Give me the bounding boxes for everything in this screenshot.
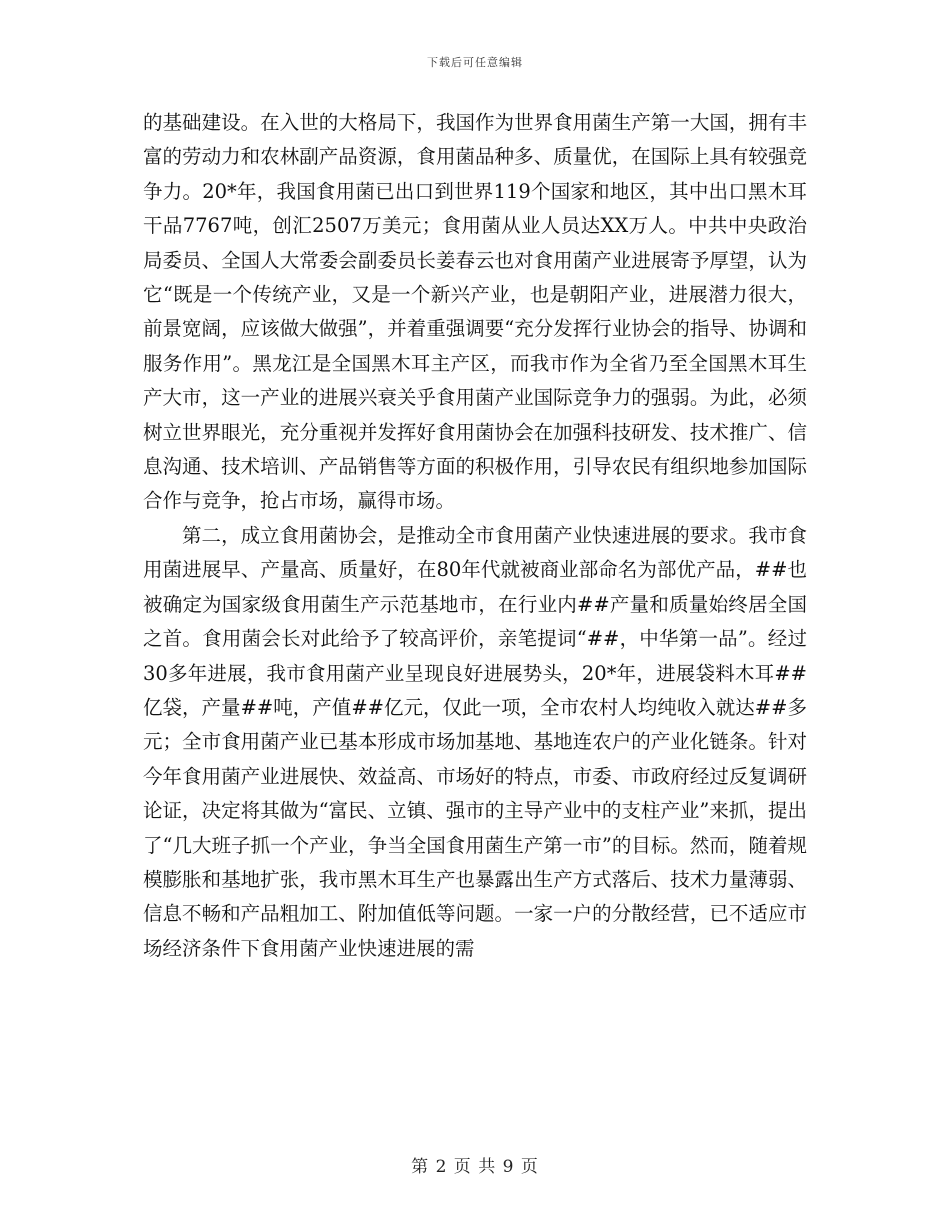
page-header-note: 下载后可任意编辑 (427, 56, 523, 69)
paragraph-2: 第二，成立食用菌协会，是推动全市食用菌产业快速进展的要求。我市食用菌进展早、产量高、质量好，在80年代就被商业部命名为部优产品，##也被确定为国家级食用菌生产示范基地市，在行业内##产量和质量始终居全国之首。食用菌会长对此给予了较高评价，亲笔提词“##，中华第一品”。经过30多年进展，我市食用菌产业呈现良好进展势头，20*年，进展袋料木耳##亿袋，产量##吨，产值##亿元，仅此一项，全市农村人均纯收入就达##多元；全市食用菌产业已基本形成市场加基地、基地连农户的产业化链条。针对今年食用菌产业进展快、效益高、市场好的特点，市委、市政府经过反复调研论证，决定将其做为“富民、立镇、强市的主导产业中的支柱产业”来抓，提出了“几大班子抓一个产业，争当全国食用菌生产第一市”的目标。然而，随着规模膨胀和基地扩张，我市黑木耳生产也暴露出生产方式落后、技术力量薄弱、信息不畅和产品粗加工、附加值低等问题。一家一户的分散经营，已不适应市场经济条件下食用菌产业快速进展的需 (143, 523, 807, 960)
document-body (143, 106, 807, 966)
page-number: 第 2 页 共 9 页 (411, 1157, 539, 1177)
paragraph-1: 的基础建设。在入世的大格局下，我国作为世界食用菌生产第一大国，拥有丰富的劳动力和农林副产品资源，食用菌品种多、质量优，在国际上具有较强竞争力。20*年，我国食用菌已出口到世界119个国家和地区，其中出口黑木耳干品7767吨，创汇2507万美元；食用菌从业人员达XX万人。中共中央政治局委员、全国人大常委会副委员长姜春云也对食用菌产业进展寄予厚望，认为它“既是一个传统产业，又是一个新兴产业，也是朝阳产业，进展潜力很大，前景宽阔，应该做大做强”，并着重强调要“充分发挥行业协会的指导、协调和服务作用”。黑龙江是全国黑木耳主产区，而我市作为全省乃至全国黑木耳生产大市，这一产业的进展兴衰关乎食用菌产业国际竞争力的强弱。为此，必须树立世界眼光，充分重视并发挥好食用菌协会在加强科技研发、技术推广、信息沟通、技术培训、产品销售等方面的积极作用，引导农民有组织地参加国际合作与竞争，抢占市场，赢得市场。 (143, 111, 807, 513)
